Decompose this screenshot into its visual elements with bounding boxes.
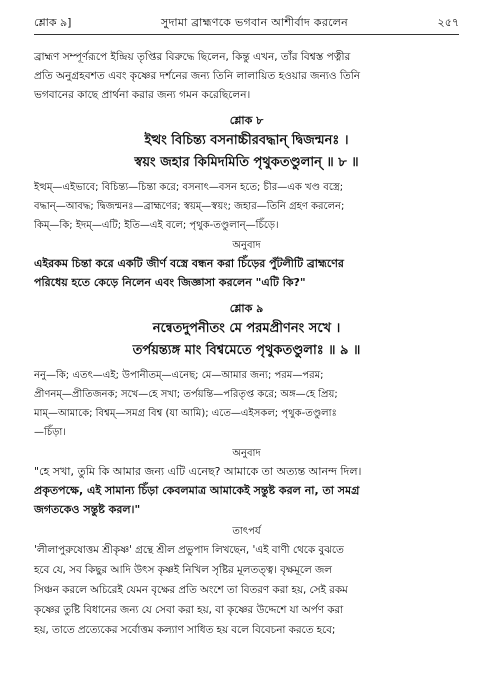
purport-paragraph <box>34 540 459 640</box>
verse-line: নন্বেতদুপনীতং মে পরমপ্রীণনং সখে । <box>152 321 341 336</box>
translation-line: প্রকৃতপক্ষে, এই সামান্য চিঁড়া কেবলমাত্র আমাকেই সন্তুষ্ট করল না, তা সমগ্র <box>34 484 360 497</box>
header-verse-ref: শ্লোক ৯] <box>34 15 72 29</box>
sloka9-verse <box>34 318 459 362</box>
header-rule <box>34 34 459 35</box>
translation-line: পরিধেয় হতে কেড়ে নিলেন এবং জিজ্ঞাসা করলেন "এটি কি?" <box>34 276 306 289</box>
intro-line: প্রতি অনুগ্রহবশত এবং কৃষ্ণের দর্শনের জন্য তিনি লালায়িত হওয়ার জন্যও তিনি <box>34 70 361 82</box>
synonym-line: —চিঁড়া। <box>34 427 66 438</box>
purport-line: সিঞ্চন করলে অচিরেই যেমন বৃক্ষের প্রতি অংশে তা বিতরণ করা হয়, সেই রকম <box>34 584 348 596</box>
purport-line: কৃষ্ণের তুষ্টি বিধানের জন্য যে সেবা করা হয়, বা কৃষ্ণের উদ্দেশে যা অর্পণ করা <box>34 604 344 616</box>
synonym-line: ননু—কি; এতৎ—এই; উপানীতম্—এনেছ; মে—আমার জন্য; পরম—পরম; <box>34 370 324 381</box>
synonym-line: মাম্—আমাকে; বিশ্বম্—সমগ্র বিশ্ব (যা আমি); এতে—এইসকল; পৃথুক-তণ্ডুলাঃ <box>34 408 337 419</box>
header-chapter-title: সুদামা ব্রাহ্মণকে ভগবান আশীর্বাদ করলেন <box>161 15 348 29</box>
purport-line: হবে যে, সব কিছুর আদি উৎস কৃষ্ণই নিখিল সৃষ্টির মূলতত্ত্ব। বৃক্ষমূলে জল <box>34 564 332 576</box>
synonym-line: ইত্থম্—এইভাবে; বিচিন্ত্য—চিন্তা করে; বসনাৎ—বসন হতে; চীর—এক খণ্ড বস্ত্রে; <box>34 182 344 193</box>
sloka8-heading: শ্লোক ৮ <box>229 114 264 127</box>
translation-line: এইরকম চিন্তা করে একটি জীর্ণ বস্ত্রে বন্ধন করা চিঁড়ের পুঁটলীটি ব্রাহ্মণের <box>34 257 344 270</box>
header-page-number: ২৫৭ <box>437 15 459 29</box>
verse-line: তর্পয়ন্ত্যঙ্গ মাং বিশ্বমেতে পৃথুকতণ্ডুলাঃ ॥ ৯ ॥ <box>132 343 361 358</box>
sloka9-synonyms <box>34 366 459 442</box>
sloka8-verse <box>34 130 459 174</box>
sloka9-translation <box>34 462 459 519</box>
purport-line: হয়, তাতে প্রত্যেকের সর্বোত্তম কল্যাণ সাধিত হয় বলে বিবেচনা করতে হবে; <box>34 624 336 636</box>
intro-paragraph <box>34 48 459 105</box>
purport-heading: তাৎপর্য <box>232 526 261 537</box>
synonym-line: বদ্ধান্—আবদ্ধ; দ্বিজন্মনঃ—ব্রাহ্মণের; স্বয়ম্—স্বয়ং; জহার—তিনি গ্রহণ করলেন; <box>34 201 345 212</box>
sloka9-heading: শ্লোক ৯ <box>229 302 264 315</box>
intro-line: ব্রাহ্মণ সম্পূর্ণরূপে ইন্দ্রিয় তৃপ্তির বিরুদ্ধে ছিলেন, কিন্তু এখন, তাঁর বিশ্বস্ত পত্নীর <box>34 51 351 63</box>
sloka9-translation-heading: অনুবাদ <box>232 448 261 459</box>
sloka8-translation <box>34 254 459 292</box>
page-header <box>34 12 459 34</box>
translation-line: জগতকেও সন্তুষ্ট করল।" <box>34 503 141 516</box>
intro-line: ভগবানের কাছে প্রার্থনা করার জন্য গমন করেছিলেন। <box>34 89 251 101</box>
purport-line: 'লীলাপুরুষোত্তম শ্রীকৃষ্ণ' গ্রন্থে শ্রীল প্রভুপাদ লিখছেন, 'এই বাণী থেকে বুঝতে <box>34 544 344 556</box>
translation-line: "হে সখা, তুমি কি আমার জন্য এটি এনেছ? আমাকে তা অত্যন্ত আনন্দ দিল। <box>34 465 362 478</box>
sloka8-synonyms <box>34 178 459 235</box>
synonym-line: কিম্—কি; ইদম্—এটি; ইতি—এই বলে; পৃথুক-তণ্ডুলান্—চিঁড়ে। <box>34 220 279 231</box>
verse-line: ইত্থং বিচিন্ত্য বসনাচ্চীরবদ্ধান্ দ্বিজন্মনঃ । <box>144 133 349 148</box>
synonym-line: প্রীণনম্—প্রীতিজনক; সখে—হে সখা; তর্পয়ন্তি—পরিতৃপ্ত করে; অঙ্গ—হে প্রিয়; <box>34 389 338 400</box>
verse-line: স্বয়ং জহার কিমিদমিতি পৃথুকতণ্ডুলান্ ॥ ৮ ॥ <box>134 155 359 170</box>
sloka8-translation-heading: অনুবাদ <box>232 240 261 251</box>
